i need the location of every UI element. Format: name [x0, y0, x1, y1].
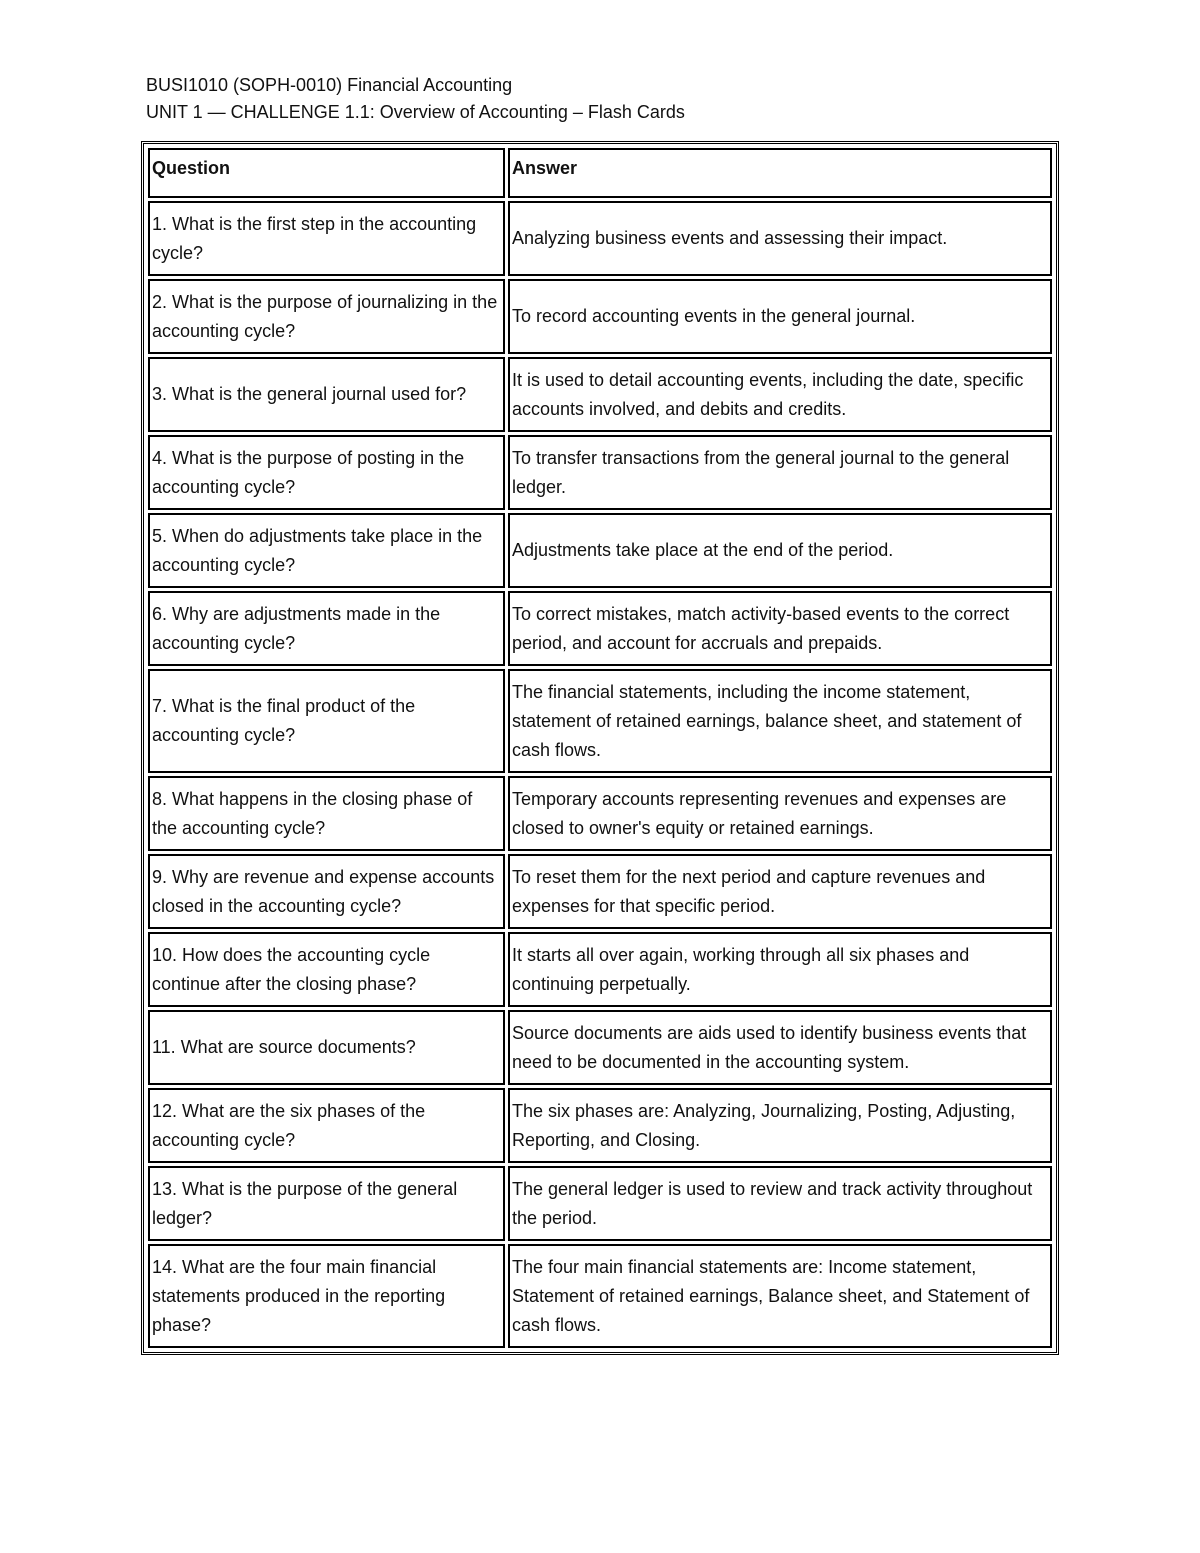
answer-column-header: Answer	[508, 148, 1052, 198]
table-row	[148, 591, 1052, 666]
answer-cell: Source documents are aids used to identify business events that need to be documented in the accounting system.	[508, 1010, 1052, 1085]
answer-cell: To record accounting events in the general journal.	[508, 279, 1052, 354]
table-header-row	[148, 148, 1052, 198]
table-row	[148, 1166, 1052, 1241]
answer-cell: It is used to detail accounting events, including the date, specific accounts involved, and debits and credits.	[508, 357, 1052, 432]
answer-cell: The general ledger is used to review and track activity throughout the period.	[508, 1166, 1052, 1241]
table-row	[148, 357, 1052, 432]
question-cell: 2. What is the purpose of journalizing in the accounting cycle?	[148, 279, 505, 354]
answer-cell: The four main financial statements are: Income statement, Statement of retained earnings, Balance sheet, and Statement of cash flows.	[508, 1244, 1052, 1348]
question-cell: 3. What is the general journal used for?	[148, 357, 505, 432]
table-row	[148, 669, 1052, 773]
table-row	[148, 932, 1052, 1007]
answer-cell: The six phases are: Analyzing, Journalizing, Posting, Adjusting, Reporting, and Closing.	[508, 1088, 1052, 1163]
question-column-header: Question	[148, 148, 505, 198]
table-row	[148, 1010, 1052, 1085]
question-cell: 8. What happens in the closing phase of the accounting cycle?	[148, 776, 505, 851]
question-cell: 14. What are the four main financial statements produced in the reporting phase?	[148, 1244, 505, 1348]
answer-cell: To reset them for the next period and capture revenues and expenses for that specific period.	[508, 854, 1052, 929]
question-cell: 11. What are source documents?	[148, 1010, 505, 1085]
table-row	[148, 776, 1052, 851]
answer-cell: Analyzing business events and assessing their impact.	[508, 201, 1052, 276]
answer-cell: The financial statements, including the income statement, statement of retained earnings, balance sheet, and statement of cash flows.	[508, 669, 1052, 773]
answer-cell: Temporary accounts representing revenues and expenses are closed to owner's equity or retained earnings.	[508, 776, 1052, 851]
question-cell: 6. Why are adjustments made in the accounting cycle?	[148, 591, 505, 666]
answer-cell: Adjustments take place at the end of the period.	[508, 513, 1052, 588]
question-cell: 7. What is the final product of the accounting cycle?	[148, 669, 505, 773]
table-row	[148, 435, 1052, 510]
question-cell: 5. When do adjustments take place in the accounting cycle?	[148, 513, 505, 588]
document-header	[146, 72, 685, 126]
table-row	[148, 201, 1052, 276]
answer-cell: To correct mistakes, match activity-based events to the correct period, and account for accruals and prepaids.	[508, 591, 1052, 666]
table-row	[148, 1244, 1052, 1348]
question-cell: 4. What is the purpose of posting in the accounting cycle?	[148, 435, 505, 510]
flash-card-table	[141, 141, 1059, 1355]
question-cell: 13. What is the purpose of the general ledger?	[148, 1166, 505, 1241]
answer-cell: To transfer transactions from the general journal to the general ledger.	[508, 435, 1052, 510]
table-row	[148, 513, 1052, 588]
question-cell: 1. What is the first step in the accounting cycle?	[148, 201, 505, 276]
question-cell: 12. What are the six phases of the accounting cycle?	[148, 1088, 505, 1163]
table-row	[148, 1088, 1052, 1163]
challenge-title: UNIT 1 — CHALLENGE 1.1: Overview of Accounting – Flash Cards	[146, 102, 685, 122]
question-cell: 9. Why are revenue and expense accounts closed in the accounting cycle?	[148, 854, 505, 929]
table-row	[148, 854, 1052, 929]
table-row	[148, 279, 1052, 354]
question-cell: 10. How does the accounting cycle continue after the closing phase?	[148, 932, 505, 1007]
answer-cell: It starts all over again, working through all six phases and continuing perpetually.	[508, 932, 1052, 1007]
course-title: BUSI1010 (SOPH-0010) Financial Accounting	[146, 75, 513, 95]
flash-card-grid	[145, 145, 1055, 1351]
